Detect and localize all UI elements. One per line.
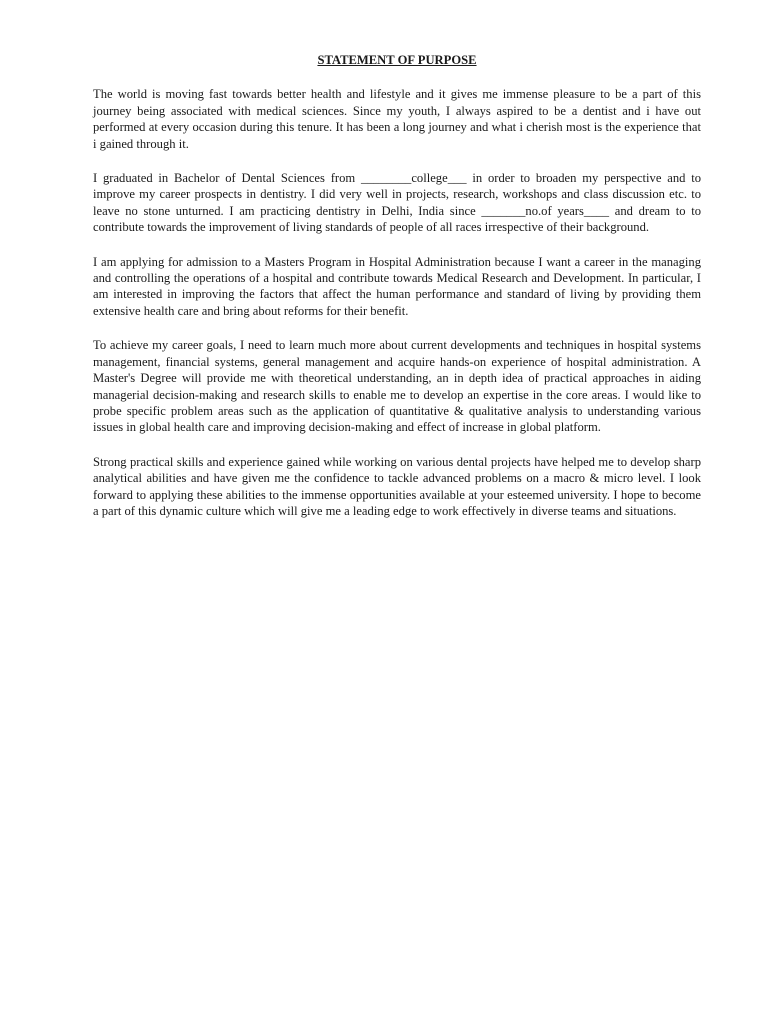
document-body: [93, 52, 701, 537]
paragraph-education: I graduated in Bachelor of Dental Sciences from ________college___ in order to broaden my perspective and to improve my career prospects in dentistry. I did very well in projects, research, workshops and class discussion etc. to leave no stone unturned. I am practicing dentistry in Delhi, India since _______no.of years____ and dream to to contribute towards the improvement of living standards of people of all races irrespective of their background.: [93, 171, 701, 235]
paragraph-intro: The world is moving fast towards better health and lifestyle and it gives me immense pleasure to be a part of this journey being associated with medical sciences. Since my youth, I always aspired to be a dentist and i have out performed at every occasion during this tenure. It has been a long journey and what i cherish most is the experience that i gained through it.: [93, 87, 701, 151]
paragraph-motivation: I am applying for admission to a Masters Program in Hospital Administration because I want a career in the managing and controlling the operations of a hospital and contribute towards Medical Research and Development. In particular, I am interested in improving the factors that affect the human performance and standard of living by providing them extensive health care and bring about reforms for their benefit.: [93, 254, 701, 318]
paragraph-career-goals: To achieve my career goals, I need to learn much more about current developments and techniques in hospital systems management, financial systems, general management and acquire hands-on experience of hospital administration. A Master's Degree will provide me with theoretical understanding, an in depth idea of practical approaches in aiding managerial decision-making and research skills to enable me to develop an expertise in the core areas. I would like to probe specific problem areas such as the application of quantitative & qualitative analysis to understanding various issues in global health care and improving decision-making and effect of increase in global platform.: [93, 338, 701, 435]
paragraph-conclusion: Strong practical skills and experience gained while working on various dental projects have helped me to develop sharp analytical abilities and have given me the confidence to tackle advanced problems on a macro & micro level. I look forward to applying these abilities to the immense opportunities available at your esteemed university. I hope to become a part of this dynamic culture which will give me a leading edge to work effectively in diverse teams and situations.: [93, 454, 701, 518]
document-title: STATEMENT OF PURPOSE: [317, 53, 477, 67]
